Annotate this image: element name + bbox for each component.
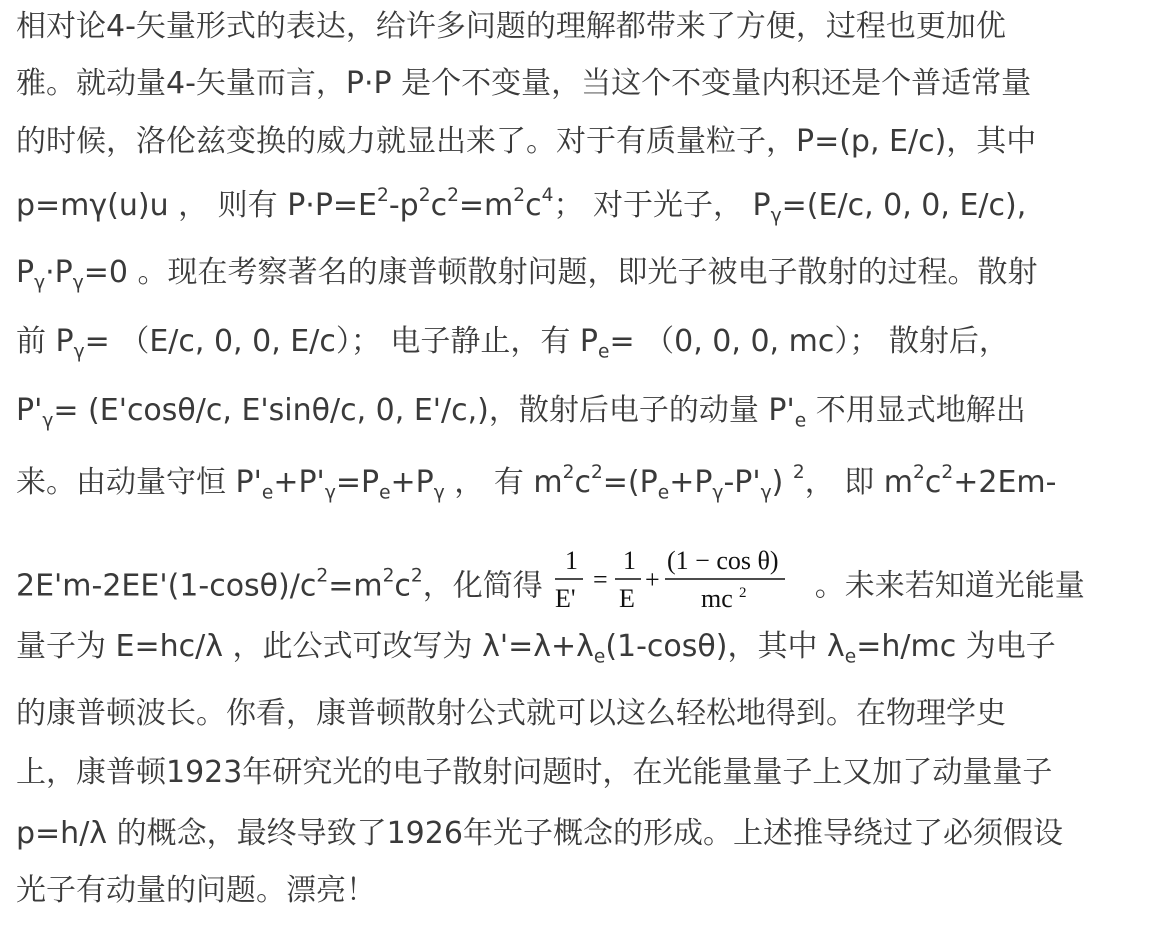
formula-plus: + bbox=[644, 565, 660, 594]
formula-one-left: 1 bbox=[564, 546, 578, 575]
formula-den-right-sup: 2 bbox=[738, 585, 747, 601]
text-line-2: 雅。就动量4-矢量而言，P·P 是个不变量，当这个不变量内积还是个普适常量 bbox=[16, 66, 1032, 101]
text-line-7: $P'_\gamma= (E'\cos\theta/c$, E'sinθ/c, 0, E'/c,)，散射后电子的动量 $P'_e$ 不用显式地解出 bbox=[16, 393, 1026, 432]
text-line-5: $P_\gamma\cdot P_\gamma=0$ 。现在考察著名的康普顿散射问题，即光子被电子散射的过程。散射 bbox=[16, 255, 1038, 294]
text-line-9: $2E'm-2EE'(1-\cos\theta)/c^2=m^2c^2$，化简得 1 E' = 1 E + (1 − cos θ) mc 2 。未来若知道光能量 bbox=[16, 551, 1085, 601]
formula-num-right: (1 − cos θ) bbox=[666, 546, 779, 575]
text-line-10: 量子为 E=hc/λ ，此公式可改写为 $\lambda'=\lambda+\lambda_e(1-\cos\theta)$，其中 $\lambda_e=h/mc$ 为电子 bbox=[16, 629, 1056, 668]
text-line-1: 相对论4-矢量形式的表达，给许多问题的理解都带来了方便，过程也更加优 bbox=[16, 9, 1006, 44]
formula-den-mid: E bbox=[618, 584, 635, 613]
text-line-4: p=mγ(u)u ， 则有 $P\cdot P=E^2-p^2c^2=m^2c^4$； 对于光子， $P_\gamma=(E/c$, 0, 0, E/c), bbox=[16, 185, 1027, 227]
text-line-13: p=h/λ 的概念，最终导致了1926年光子概念的形成。上述推导绕过了必须假设 bbox=[16, 816, 1063, 851]
formula-den-left: E' bbox=[554, 584, 576, 613]
formula-den-right: mc bbox=[700, 584, 733, 613]
text-line-11: 的康普顿波长。你看，康普顿散射公式就可以这么轻松地得到。在物理学史 bbox=[16, 696, 1006, 731]
formula-one-mid: 1 bbox=[622, 546, 636, 575]
compton-formula-image bbox=[549, 545, 809, 617]
text-line-6: 前 $P_\gamma= (E/c$, 0, 0, E/c）； 电子静止，有 $P_e= (0$, 0, 0, mc）； 散射后， bbox=[16, 324, 1009, 363]
text-line-14: 光子有动量的问题。漂亮！ bbox=[16, 873, 376, 908]
text-line-3: 的时候，洛伦兹变换的威力就显出来了。对于有质量粒子，P=(p, E/c)，其中 bbox=[16, 124, 1037, 159]
formula-equals: = bbox=[592, 565, 608, 594]
text-line-12: 上，康普顿1923年研究光的电子散射问题时，在光能量量子上又加了动量量子 bbox=[16, 755, 1053, 790]
text-line-8: 来。由动量守恒 $P'_e+P'_\gamma=P_e+P_\gamma$ ， 有 $m^2c^2=(P_e+P_\gamma-P'_\gamma)$ $^2$， 即 $m^2c^2+2Em-$ bbox=[16, 462, 1057, 504]
